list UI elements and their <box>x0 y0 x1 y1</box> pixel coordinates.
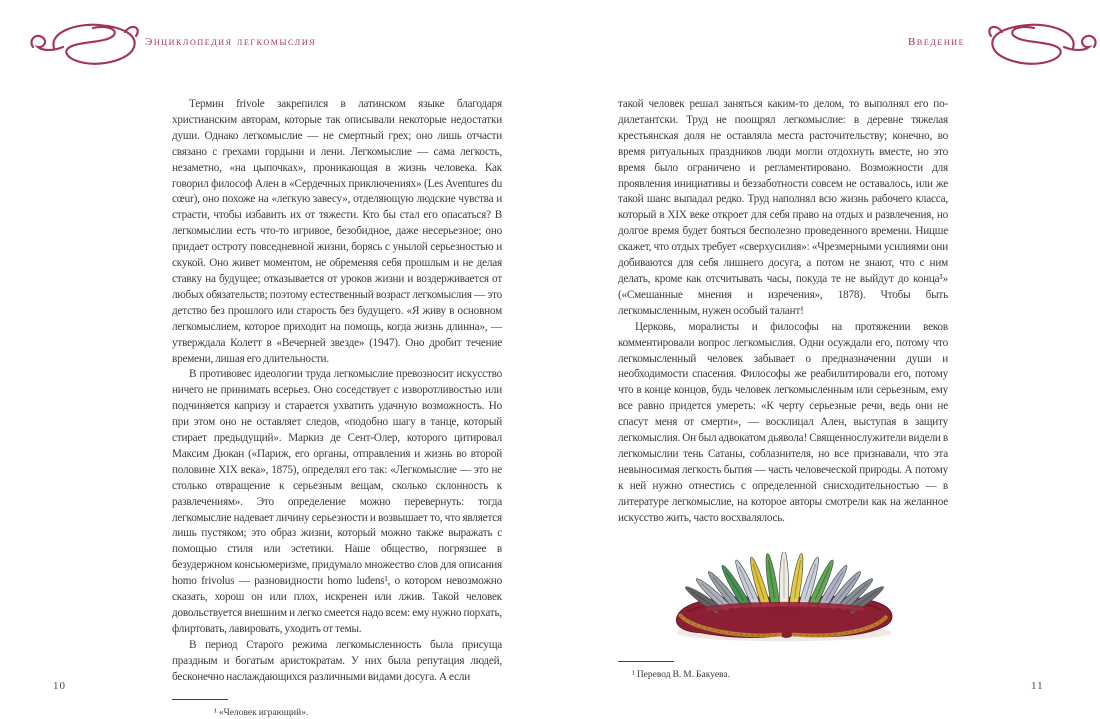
footnote-text: ¹ Перевод В. М. Бакуева. <box>632 670 731 681</box>
page-number-right: 11 <box>1031 680 1044 692</box>
right-page-text-column <box>618 97 948 681</box>
paragraph: В период Старого режима легкомысленность была присуща праздным и богатым аристократам. У них была репутация людей, бесконечно наслаждающихся различными видами досуга. А если <box>172 638 502 683</box>
paragraph: Термин frivole закрепился в латинском языке благодаря христианским авторам, которые так описывали некоторые недостатки души. Однако легкомыслие — не смертный грех; оно лишь отчасти связано с грехами гордыни и лени. Легкомыслие — сама легкость, незаметно, «на цыпочках», проникающая в жизнь человека. Как говорил философ Ален в «Сердечных приключениях» (Les Aventures du cœur), оно похоже на «легкую завесу», отделяющую людские чувства и страсти, чтобы избавить их от тяжести. Кто бы стал его опасаться? В легкомыслии есть что-то игривое, безобидное, даже несерьезное; оно придает остроту повседневной жизни, борясь с унылой серьезностью и скукой. Оно живет моментом, не обременяя себя прошлым и не делая ставку на будущее; отказывается от уроков жизни и воздерживается от любых обязательств; поэтому естественный возраст легкомыслия — это детство без прошлого или старость без будущего. «Я живу в основном легкомыслием, которое приходит на помощь, когда жизнь длинна», — утверждала Колетт в «Вечерней звезде» (1947). Оно дробит течение времени, лишая его длительности. <box>172 98 502 365</box>
footnote-text: ¹ «Человек играющий». <box>214 707 309 718</box>
flourish-ornament-left <box>30 20 142 68</box>
flourish-ornament-right <box>985 20 1097 68</box>
footnote-left <box>172 699 502 719</box>
footnote-rule <box>172 699 228 700</box>
page-number-left: 10 <box>53 680 66 692</box>
footnote-right <box>618 661 948 681</box>
footnote-rule <box>618 661 674 662</box>
left-page-text-column <box>172 97 502 719</box>
paragraph: такой человек решал заняться каким-то делом, то выполнял его по-дилетантски. Труд не поощрял легкомыслие: в деревне тяжелая крестьянская доля не оставляла места расточительству; конечно, во время ритуальных праздников люди могли отдохнуть вместе, но это время было ограничено и регламентировано. Возможности для проявления инициативы и беззаботности совсем не оставалось, или же такой шанс выпадал редко. Труд наполнял всю жизнь рабочего класса, который в XIX веке откроет для себя право на отдых и развлечения, но долгое время будет бояться бесполезно проведенного времени. Ницше скажет, что отдых требует «сверхусилия»: «Чрезмерными усилиями они добиваются для себя лишнего досуга, а потом не знают, что с ним делать, кроме как отсчитывать часы, покуда те не выйдут до конца¹» («Смешанные мнения и изречения», 1878). Чтобы быть легкомысленным, нужен особый талант! <box>618 98 948 317</box>
running-head-book-title: Энциклопедия легкомыслия <box>145 36 317 48</box>
paragraph: В противовес идеологии труда легкомыслие превозносит искусство ничего не принимать всерьез. Оно соседствует с изворотливостью или подчиняется капризу и старается ухватить удачную возможность. Но при этом оно не оставляет следов, «подобно шагу в танце, который стирает предыдущий». Маркиз де Сент-Олер, которого цитировал Максим Дюкан («Париж, его органы, отправления и жизнь во второй половине XIX века», 1875), определял его так: «Легкомыслие — это не столько отвращение к серьезным вещам, сколько склонность к развлечениям». Это определение можно перевернуть: тогда легкомыслие надевает личину серьезности и возвышает то, что является лишь пустяком; это образ жизни, который можно также выражать с помощью стиля или эстетики. Наше общество, погрязшее в безудержном консьюмеризме, придумало множество слов для описания homo frivolus — разновидности homo ludens¹, о котором невозможно сказать, хорош он или плох, искренен или лжив. Такой человек довольствуется внешним и легко смеется надо всем: ему нужно порхать, флиртовать, лавировать, уходить от темы. <box>172 368 502 635</box>
pocketknives-illustration-svg <box>663 552 905 648</box>
running-head-chapter: Введение <box>908 36 966 48</box>
paragraph: Церковь, моралисты и философы на протяжении веков комментировали вопрос легкомыслия. Одни осуждали его, потому что легкомысленный человек забывает о предназначении души и необходимости спасения. Философы же реабилитировали его, потому что в конце концов, будь человек легкомысленным или серьезным, ему все равно придется умереть: «К черту серьезные речи, ведь они не спасут меня от смерти», — восклицал Ален, выступая в защиту легкомыслия. Он был адвокатом дьявола! Священнослужители видели в легкомыслии тень Сатаны, соблазнителя, но все признавали, что эта невыносимая легкость бытия — часть человеческой природы. А потому к ней нужно отнестись с определенной снисходительностью — в литературе легкомыслие, на которое авторы смотрели как на желанное искусство жить, часто восхвалялось. <box>618 320 948 524</box>
pocketknives-illustration <box>663 552 905 648</box>
